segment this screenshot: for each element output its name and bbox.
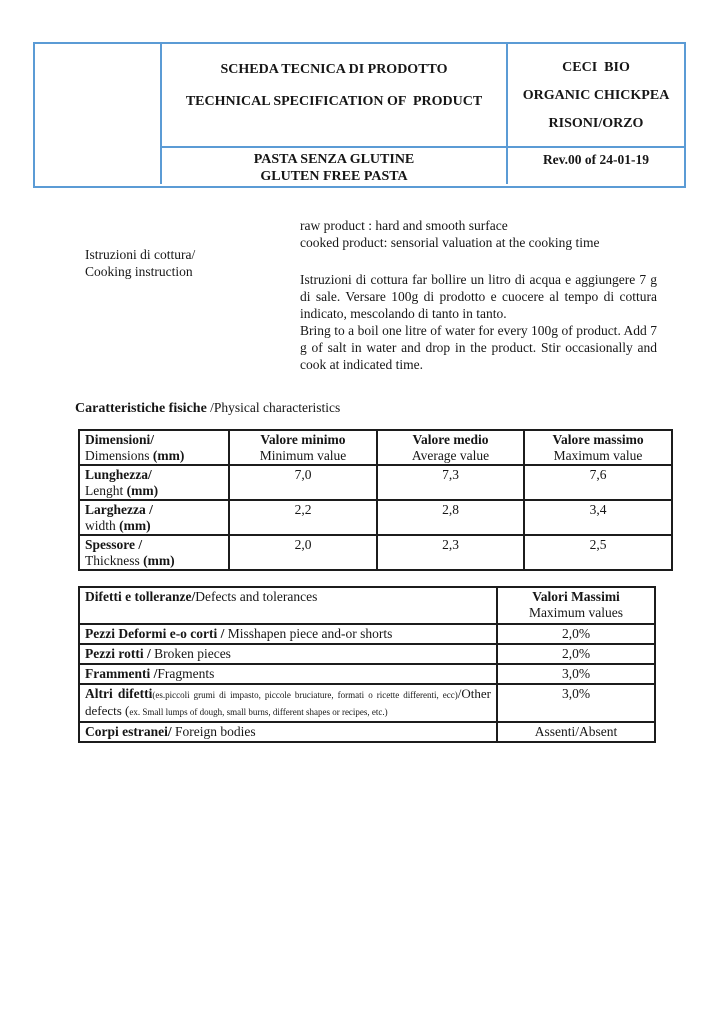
column-header-maximum: [524, 430, 672, 465]
table-row-thickness: [79, 535, 672, 570]
row-value: 2,0%: [497, 644, 655, 664]
document-title-en: TECHNICAL SPECIFICATION OF PRODUCT: [185, 94, 483, 109]
column-header-minimum: [229, 430, 377, 465]
physical-characteristics-table: [78, 429, 673, 571]
row-label-it: Pezzi Deformi e-o corti /: [85, 626, 228, 641]
table-row-width: [79, 500, 672, 535]
row-label-it: Larghezza /: [85, 502, 153, 517]
revision-cell: [506, 148, 684, 184]
value-max: 7,6: [524, 465, 672, 500]
column-header-text: Maximum values: [528, 605, 624, 620]
row-value: Assenti/Absent: [497, 722, 655, 742]
column-header-average: [377, 430, 524, 465]
revision-text: Rev.00 of 24-01-19: [542, 152, 650, 167]
logo-cell: [35, 44, 162, 184]
column-header-text: Valori Massimi: [532, 589, 620, 604]
row-label-en: Lenght: [85, 482, 127, 498]
spacer: [300, 251, 657, 271]
row-label: [79, 664, 497, 684]
cooked-product-note: cooked product: sensorial valuation at the cooking time: [300, 235, 600, 250]
subtitle-it: PASTA SENZA GLUTINE: [253, 152, 415, 167]
subtitle-en: GLUTEN FREE PASTA: [260, 169, 408, 184]
column-header-text: Valore medio: [412, 432, 489, 447]
row-label: [79, 722, 497, 742]
row-label: [79, 624, 497, 644]
row-label: [79, 684, 497, 722]
row-label: [79, 465, 229, 500]
column-header-text: Average value: [411, 447, 490, 463]
column-header-defects: [79, 587, 497, 624]
row-label-en: Foreign bodies: [175, 724, 256, 739]
row-label-en: /Other defects (: [85, 686, 491, 718]
row-value: 2,0%: [497, 624, 655, 644]
column-header-text: Dimensions: [85, 447, 153, 463]
row-label: [79, 644, 497, 664]
cooking-label-en: Cooking instruction: [85, 264, 193, 279]
row-label-en: Fragments: [157, 666, 215, 681]
table-row-length: [79, 465, 672, 500]
value-min: 2,0: [229, 535, 377, 570]
column-header-text: Minimum value: [259, 447, 347, 463]
value-max: 2,5: [524, 535, 672, 570]
cooking-instruction-text: [300, 217, 657, 373]
document-title-it: SCHEDA TECNICA DI PRODOTTO: [220, 62, 448, 77]
value-avg: 7,3: [377, 465, 524, 500]
row-label-unit: (mm): [143, 552, 175, 568]
table-row-other-defects: [79, 684, 655, 722]
heading-regular-part: /Physical characteristics: [206, 400, 341, 415]
row-label-en: Misshapen piece and-or shorts: [227, 626, 393, 641]
table-header-row: [79, 587, 655, 624]
table-row-broken: [79, 644, 655, 664]
row-label-detail-it: (es.piccoli grumi di impasto, piccole bruciature, formati o ricette differenti, ecc): [152, 690, 458, 700]
value-avg: 2,8: [377, 500, 524, 535]
subtitle-cell: [162, 148, 506, 184]
cooking-label-it: Istruzioni di cottura/: [85, 247, 196, 262]
header-table: [33, 42, 686, 188]
column-header-text: Defects and tolerances: [195, 589, 318, 604]
table-header-row: [79, 430, 672, 465]
table-row-misshapen: [79, 624, 655, 644]
column-header-unit: (mm): [152, 447, 185, 463]
product-name-cell: [506, 44, 684, 148]
row-label-unit: (mm): [119, 517, 151, 533]
row-value: 3,0%: [497, 684, 655, 722]
value-max: 3,4: [524, 500, 672, 535]
heading-bold-part: Caratteristiche fisiche: [75, 401, 207, 416]
cooking-paragraph-en: Bring to a boil one litre of water for every 100g of product. Add 7 g of salt in water and drop in the product. Stir occasionally and cook at indicated time.: [300, 323, 657, 372]
row-label-detail-en: ex. Small lumps of dough, small burns, different shapes or recipes, etc.): [129, 707, 388, 717]
value-min: 2,2: [229, 500, 377, 535]
row-label-it: Pezzi rotti /: [85, 646, 155, 661]
value-avg: 2,3: [377, 535, 524, 570]
row-label-it: Corpi estranei/: [85, 724, 175, 739]
cooking-paragraph-it: Istruzioni di cottura far bollire un litro di acqua e aggiungere 7 g di sale. Versare 100g di prodotto e cuocere al tempo di cottura indicato, mescolando di tanto in tanto.: [300, 272, 657, 321]
product-name-line2: ORGANIC CHICKPEA: [522, 88, 670, 103]
column-header-text: Difetti e tolleranze/: [85, 589, 196, 604]
column-header-text: Valore minimo: [260, 432, 346, 447]
column-header-text: Maximum value: [553, 447, 643, 463]
physical-characteristics-heading: [75, 399, 340, 417]
table-row-fragments: [79, 664, 655, 684]
row-label: [79, 535, 229, 570]
column-header-text: Dimensioni/: [85, 432, 155, 447]
table-row-foreign-bodies: [79, 722, 655, 742]
column-header-max-values: [497, 587, 655, 624]
row-label-it: Altri difetti: [85, 686, 153, 701]
column-header-dimensions: [79, 430, 229, 465]
row-label: [79, 500, 229, 535]
cooking-instruction-label: [85, 246, 290, 280]
row-label-it: Spessore /: [85, 537, 143, 552]
row-label-unit: (mm): [126, 482, 159, 498]
product-name-line1: CECI BIO: [562, 60, 630, 75]
value-min: 7,0: [229, 465, 377, 500]
row-label-it: Lunghezza/: [85, 467, 152, 482]
row-label-it: Frammenti /: [85, 666, 158, 681]
column-header-text: Valore massimo: [552, 432, 644, 447]
defects-tolerances-table: [78, 586, 656, 743]
title-cell: [162, 44, 506, 148]
row-value: 3,0%: [497, 664, 655, 684]
raw-product-note: raw product : hard and smooth surface: [300, 218, 508, 233]
row-label-en: width: [85, 517, 120, 533]
product-name-line3: RISONI/ORZO: [548, 116, 644, 131]
row-label-en: Thickness: [85, 552, 144, 568]
row-label-en: Broken pieces: [154, 646, 231, 661]
